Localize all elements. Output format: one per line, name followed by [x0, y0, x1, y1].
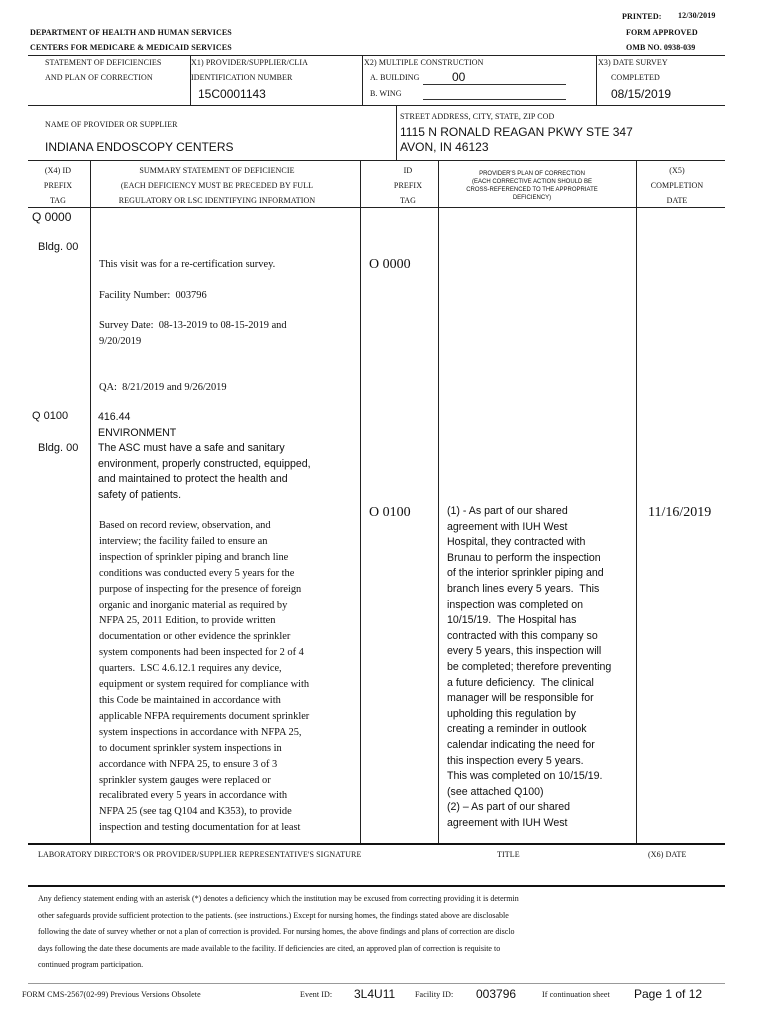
- form-approved: FORM APPROVED: [626, 28, 698, 37]
- form-id: FORM CMS-2567(02-99) Previous Versions Obsolete: [22, 990, 201, 999]
- address-line-1: 1115 N RONALD REAGAN PKWY STE 347: [400, 125, 633, 139]
- column-divider: [90, 160, 91, 843]
- department-title: DEPARTMENT OF HEALTH AND HUMAN SERVICES: [30, 28, 232, 37]
- footer-rule: [28, 983, 725, 984]
- tag-o0100: O 0100: [369, 505, 411, 520]
- summary-header-1: SUMMARY STATEMENT OF DEFICIENCIE: [139, 166, 295, 175]
- survey-date-text: Survey Date: 08-13-2019 to 08-15-2019 and 9/20/2019: [99, 320, 287, 347]
- tag-o0000: O 0000: [369, 257, 411, 272]
- survey-completed-date: 08/15/2019: [611, 87, 672, 101]
- address-label: STREET ADDRESS, CITY, STATE, ZIP COD: [400, 112, 555, 121]
- provider-id: 15C0001143: [198, 87, 266, 101]
- centers-title: CENTERS FOR MEDICARE & MEDICAID SERVICES: [30, 43, 232, 52]
- x3-sublabel: COMPLETED: [611, 73, 660, 82]
- building-label: A. BUILDING: [370, 73, 420, 82]
- id-header-1: ID: [403, 166, 413, 175]
- id-header-2: PREFIX: [393, 181, 423, 190]
- id-header-3: TAG: [399, 196, 417, 205]
- bldg-q0100: Bldg. 00: [38, 442, 79, 454]
- rule: [28, 105, 725, 106]
- x4-header-2: PREFIX: [43, 181, 73, 190]
- signature-rule: [28, 843, 725, 845]
- address-line-2: AVON, IN 46123: [400, 140, 489, 154]
- x1-sublabel: IDENTIFICATION NUMBER: [191, 73, 293, 82]
- omb-number: OMB NO. 0938-039: [626, 43, 696, 52]
- building-value: 00: [452, 70, 466, 84]
- environment-heading: 416.44 ENVIRONMENT The ASC must have a safe and sanitary environment, properly constructed, equipped, and maintained to protect the health and safety of patients.: [98, 411, 311, 501]
- statement-label: STATEMENT OF DEFICIENCIES: [45, 58, 162, 67]
- x3-label: X3) DATE SURVEY: [598, 58, 668, 67]
- qa-text: QA: 8/21/2019 and 9/26/2019: [99, 382, 227, 393]
- facility-id-label: Facility ID:: [415, 990, 454, 999]
- tag-q0000: Q 0000: [32, 210, 72, 224]
- facility-id-value: 003796: [476, 987, 517, 1001]
- finding-text: Based on record review, observation, and interview; the facility failed to ensure an inspection of sprinkler piping and branch line conditions was conducted every 5 years for the purpose of inspecting for the presence of foreign organic and inorganic material as required by NFPA 25, 2011 Edition, to provide written documentation or other evidence the sprinkler system components had been inspected for 2 of 4 quarters. LSC 4.6.12.1 requires any device, equipment or system required for compliance with this Code be maintained in accordance with applicable NFPA requirements document sprinkler system inspections in accordance with NFPA 25, to document sprinkler system inspections in accordance with NFPA 25, to ensure 3 of 3 sprinkler system gauges were replaced or recalibrated every 5 years in accordance with NFPA 25 (see tag Q104 and K353), to provide inspection and testing documentation for at least: [99, 520, 310, 834]
- divider: [396, 105, 397, 160]
- wing-label: B. WING: [370, 89, 402, 98]
- event-id-label: Event ID:: [300, 990, 333, 999]
- summary-header-3: REGULATORY OR LSC IDENTIFYING INFORMATION: [118, 196, 316, 205]
- building-underline: [423, 84, 566, 85]
- wing-underline: [423, 99, 566, 100]
- printed-label: PRINTED:: [622, 12, 662, 21]
- x5-header-1: (X5): [669, 166, 685, 175]
- bldg-q0000: Bldg. 00: [38, 241, 79, 253]
- x5-header-2: COMPLETION: [650, 181, 704, 190]
- plan-header-3: CROSS-REFERENCED TO THE APPROPRIATE: [466, 187, 598, 193]
- column-divider: [438, 160, 439, 843]
- signature-bottom-rule: [28, 885, 725, 887]
- provider-name: INDIANA ENDOSCOPY CENTERS: [45, 140, 234, 154]
- plan-header-1: PROVIDER'S PLAN OF CORRECTION: [479, 171, 585, 177]
- x5-header-3: DATE: [666, 196, 688, 205]
- page-number: Page 1 of 12: [634, 987, 703, 1001]
- column-divider: [636, 160, 637, 843]
- facility-number-text: Facility Number: 003796: [99, 290, 207, 301]
- x2-label: X2) MULTIPLE CONSTRUCTION: [364, 58, 484, 67]
- plan-header-2: (EACH CORRECTIVE ACTION SHOULD BE: [471, 179, 593, 185]
- x4-header-1: (X4) ID: [44, 166, 72, 175]
- event-id-value: 3L4U11: [354, 987, 396, 1001]
- recert-text: This visit was for a re-certification survey.: [99, 259, 276, 270]
- continuation-label: If continuation sheet: [542, 990, 610, 999]
- divider: [596, 55, 597, 105]
- plan-of-correction-text: (1) - As part of our shared agreement with IUH West Hospital, they contracted with Brunau to perform the inspection of the interior sprinkler piping and branch lines every 5 years. This inspection was completed on 10/15/19. The Hospital has contracted with this company so every 5 years, this inspection will be completed; therefore preventing a future deficiency. The clinical manager will be responsible for upholding this regulation by creating a reminder in outlook calendar indicating the need for this inspection every 5 years. This was completed on 10/15/19. (see attached Q100) (2) – As part of our shared agreement with IUH West: [447, 505, 612, 829]
- disclosure-footnote: Any defiency statement ending with an asterisk (*) denotes a deficiency which the institution may be excused from correcting providing it is determin other safeguards provide sufficient protection to the patients. (see instructions.) Except for nursing homes, the findings stated above are disclosable following the date of survey whether or not a plan of correction is provided. For nursing homes, the above findings and plans of correction are disclo days following the date these documents are made available to the facility. If deficiencies are cited, an approved plan of correction is requisite to continued program participation.: [38, 894, 519, 969]
- director-signature-label: LABORATORY DIRECTOR'S OR PROVIDER/SUPPLIER REPRESENTATIVE'S SIGNATURE: [38, 850, 362, 859]
- x1-label: X1) PROVIDER/SUPPLIER/CLIA: [191, 58, 309, 67]
- x6-date-label: (X6) DATE: [648, 850, 687, 859]
- printed-date: 12/30/2019: [678, 11, 716, 20]
- summary-header-2: (EACH DEFICIENCY MUST BE PRECEDED BY FULL: [120, 181, 314, 190]
- provider-name-label: NAME OF PROVIDER OR SUPPLIER: [45, 120, 178, 129]
- tag-q0100: Q 0100: [32, 410, 69, 422]
- x4-header-3: TAG: [49, 196, 67, 205]
- rule: [28, 160, 725, 161]
- divider: [362, 55, 363, 105]
- rule: [28, 207, 725, 208]
- top-rule: [28, 55, 725, 56]
- title-label: TITLE: [497, 850, 520, 859]
- column-divider: [360, 160, 361, 843]
- plan-header-4: DEFICIENCY): [512, 195, 552, 201]
- plan-label: AND PLAN OF CORRECTION: [45, 73, 153, 82]
- completion-date: 11/16/2019: [648, 505, 712, 520]
